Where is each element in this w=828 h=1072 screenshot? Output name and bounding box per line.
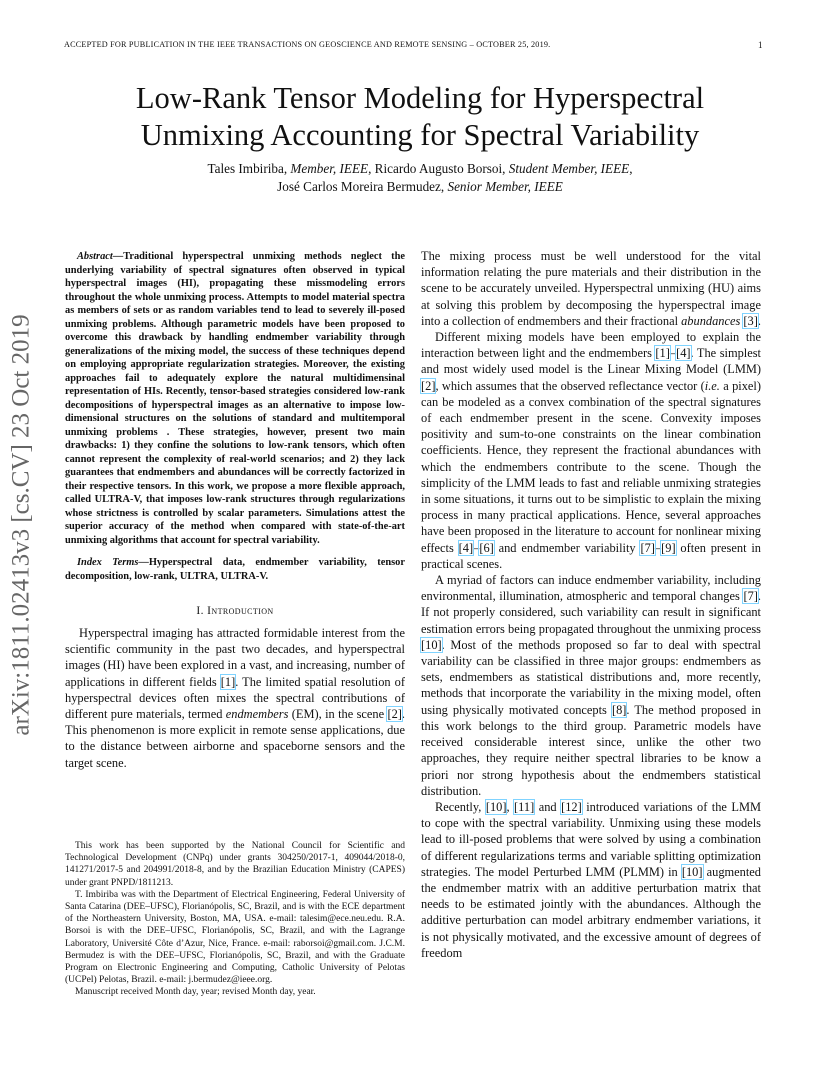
footnotes	[65, 840, 405, 999]
citation-link[interactable]: [3]	[743, 313, 758, 328]
abstract-lead: Abstract	[77, 251, 113, 262]
section-heading-introduction	[65, 605, 405, 617]
right-text: The mixing process must be well understood for the vital information relating the pure materials and their distribution in the scene to be accurately unveiled. Hyperspectral unmixing (HU) aims at solving this problem by decomposing the hyperspectral image into a collection of endmembers and their fractional	[421, 249, 761, 328]
right-text: augmented the endmember matrix with an additive perturbation matrix that needs to be estimated jointly with the abundances. Although the additive perturbation can model arbitrary endmember variations, it is not physically motivated, and the excessive amount of degrees of freedom	[421, 864, 761, 960]
right-text: A myriad of factors can induce endmember variability, including environmental, illumination, atmospheric and temporal changes	[421, 573, 761, 604]
right-paragraph-3	[421, 572, 761, 799]
intro-text-4: . This phenomenon is more explicit in remote sense applications, due to the distance between airborne and spaceborne sensors and the target scene.	[65, 707, 406, 770]
right-text: Different mixing models have been employed to explain the interaction between light and the endmembers	[421, 330, 761, 361]
citation-link[interactable]: [7]	[743, 589, 758, 604]
citation-link[interactable]: [10]	[421, 637, 442, 652]
citation-link[interactable]: [4]	[676, 346, 691, 361]
citation-link[interactable]: [12]	[561, 799, 582, 814]
author-line-2	[60, 178, 780, 196]
citation-link[interactable]: [2]	[387, 707, 402, 722]
right-dash: –	[669, 346, 677, 361]
paper-title	[60, 80, 780, 154]
right-text: . The method proposed in this work belongs to the third group. Parametric models have received considerable interest since, unlike the other two approaches, they require neither spectral libraries to be know a priori nor strong hypothesis about the endmembers statistical distribution.	[421, 702, 761, 798]
abstract	[65, 250, 405, 547]
right-text: . Most of the methods proposed so far to deal with spectral variability can be classified in three major groups: endmembers as sets, endmembers as statistical distributions and, more recently, methods that incorporate the variability in the mixing model, often using physically motivated concepts	[421, 637, 761, 717]
citation-link[interactable]: [8]	[611, 702, 627, 717]
title-line-1: Low-Rank Tensor Modeling for Hyperspectral	[135, 81, 705, 115]
citation-link[interactable]: [10]	[485, 799, 507, 814]
right-text: and	[534, 799, 562, 814]
index-terms	[65, 556, 405, 583]
citation-link[interactable]: [9]	[661, 540, 676, 555]
citation-link[interactable]: [2]	[421, 378, 436, 393]
right-text: often present in practical scenes.	[421, 540, 762, 571]
author-1-role: Member, IEEE	[290, 161, 369, 176]
section-name: ntroduction	[211, 605, 274, 617]
intro-text-1: Hyperspectral imaging has attracted formidable interest from the scientific community in the past two decades, and hyperspectral images (HI) have been explored in a vast, and increasing, number of applications in different fields	[65, 626, 405, 689]
author-3-name: José Carlos Moreira Bermudez,	[277, 179, 448, 194]
arxiv-stamp	[2, 290, 42, 760]
section-numeral: I. I	[196, 605, 212, 617]
right-text: . If not properly considered, such variability can result in significant estimation errors being propagated throughout the unmixing process	[421, 589, 761, 636]
right-text: .	[757, 313, 761, 328]
author-2-name: , Ricardo Augusto Borsoi,	[368, 161, 509, 176]
abstract-text: —Traditional hyperspectral unmixing methods neglect the underlying variability of spectral signatures often observed in typical hyperspectral images (HI), propagating these missmodeling errors throughout the whole unmixing process. Attempts to model material spectra as members of sets or as random variables tend to lead to severely ill-posed unmixing problems. Although parametric models have been proposed to overcome this drawback by handling endmember variability through generalizations of the mixing model, the success of these techniques depend on employing appropriate regularization strategies. Moreover, the existing approaches fail to adequately explore the natural multidimensinal representation of HIs. Recently, tensor-based strategies considered low-rank decompositions of hyperspectral images as an alternative to impose low-dimensional structures on the solutions of standard and multitemporal unmixing problems . These strategies, however, present two main drawbacks: 1) they confine the solutions to low-rank tensors, which often cannot represent the complexity of real-world scenarios; and 2) they lack guarantees that endmembers and abundances will be correctly factorized in their respective tensors. In this work, we propose a more flexible approach, called ULTRA-V, that imposes low-rank structures through regularizations whose strictness is controlled by scalar parameters. Simulations attest the superior accuracy of the method when compared with state-of-the-art unmixing algorithms that account for spectral variability.	[65, 251, 405, 546]
citation-link[interactable]: [10]	[681, 864, 703, 879]
right-paragraph-1	[421, 248, 761, 329]
author-list	[60, 160, 780, 196]
citation-link[interactable]: [1]	[655, 346, 670, 361]
author-line-1	[60, 160, 780, 178]
author-1-name: Tales Imbiriba,	[207, 161, 291, 176]
footnote-manuscript: Manuscript received Month day, year; revised Month day, year.	[75, 987, 316, 998]
intro-text-3: (EM), in the scene	[288, 707, 388, 722]
index-terms-text: —Hyperspectral data, endmember variability, tensor decomposition, low-rank, ULTRA, ULTRA-V.	[65, 557, 405, 582]
author-3-role: Senior Member, IEEE	[447, 179, 563, 194]
right-text: ,	[506, 799, 515, 814]
author-2-role: Student Member, IEEE	[508, 161, 630, 176]
citation-link[interactable]: [4]	[458, 540, 474, 555]
title-line-2: Unmixing Accounting for Spectral Variability	[140, 118, 700, 152]
right-text: introduced variations of the LMM to cope with the spectral variability. Unmixing using these models lead to ill-posed problems that were solved by using a combination of different regularizations terms and variable splitting optimization strategies. The model Perturbed LMM (PLMM) in	[421, 799, 761, 879]
right-emphasis: abundances	[681, 313, 741, 328]
left-column	[65, 250, 405, 771]
index-terms-lead: Index Terms	[77, 557, 139, 568]
right-column	[421, 248, 761, 961]
intro-paragraph	[65, 625, 405, 771]
right-dash: –	[473, 540, 480, 555]
footnote-affiliations: T. Imbiriba was with the Department of Electrical Engineering, Federal University of Santa Catarina (DEE–UFSC), Florianópolis, SC, Brazil, and is with the ECE department of the Northeastern University, Boston, MA, USA. e-mail: talesim@ece.neu.edu. R.A. Borsoi is with the DEE–UFSC, Florianópolis, SC, Brazil, and with the Lagrange Laboratory, Université Côte d’Azur, Nice, France. e-mail: raborsoi@gmail.com. J.C.M. Bermudez is with the DEE–UFSC, Florianópolis, SC, Brazil, and with the Graduate Program on Electronic Engineering and Computing, Catholic University of Pelotas (UCPel) Pelotas, Brazil. e-mail: j.bermudez@ieee.org.	[65, 889, 405, 986]
footnote-funding: This work has been supported by the National Council for Scientific and Technological Development (CNPq) under grants 304250/2017-1, 409044/2018-0, 141271/2017-5 and 204991/2018-8, and by the Brazilian Education Ministry (CAPES) under grant PNPD/1811213.	[65, 841, 405, 888]
citation-link[interactable]: [6]	[479, 540, 494, 555]
right-paragraph-2	[421, 329, 761, 572]
right-emphasis: i.e.	[704, 378, 720, 393]
citation-link[interactable]: [1]	[220, 674, 236, 689]
right-text: , which assumes that the observed reflectance vector (	[435, 378, 705, 393]
right-text: . The simplest and most widely used model is the Linear Mixing Model (LMM)	[421, 346, 762, 377]
running-head: ACCEPTED FOR PUBLICATION IN THE IEEE TRANSACTIONS ON GEOSCIENCE AND REMOTE SENSING – OCTOBER 25, 2019.	[64, 40, 551, 49]
right-paragraph-4	[421, 799, 761, 961]
page-number: 1	[758, 40, 763, 50]
arxiv-stamp-text[interactable]: arXiv:1811.02413v3 [cs.CV] 23 Oct 2019	[8, 314, 35, 736]
right-text: and endmember variability	[493, 540, 641, 555]
right-text: Recently,	[435, 799, 486, 814]
intro-text-2: . The limited spatial resolution of hyperspectral devices often mixes the spectral contributions of different pure materials, termed	[65, 674, 406, 722]
citation-link[interactable]: [11]	[514, 799, 535, 814]
right-text: a pixel) can be modeled as a convex combination of the spectral signatures of each endmember present in the scene. Convexity imposes positivity and sum-to-one constraints on the linear combination coefficients. Hence, they represent the fractional abundances with which the endmembers contribute to the scene. Though the simplicity of the LMM leads to fast and reliable unmixing strategies in some situations, it turns out to be simplistic to explain the mixing process in many practical applications. Hence, several approaches have been proposed in the literature to account for nonlinear mixing effects	[421, 378, 761, 555]
intro-emphasis: endmembers	[225, 707, 289, 722]
citation-link[interactable]: [7]	[640, 540, 655, 555]
author-2-end: ,	[629, 161, 633, 176]
right-dash: –	[654, 540, 662, 555]
